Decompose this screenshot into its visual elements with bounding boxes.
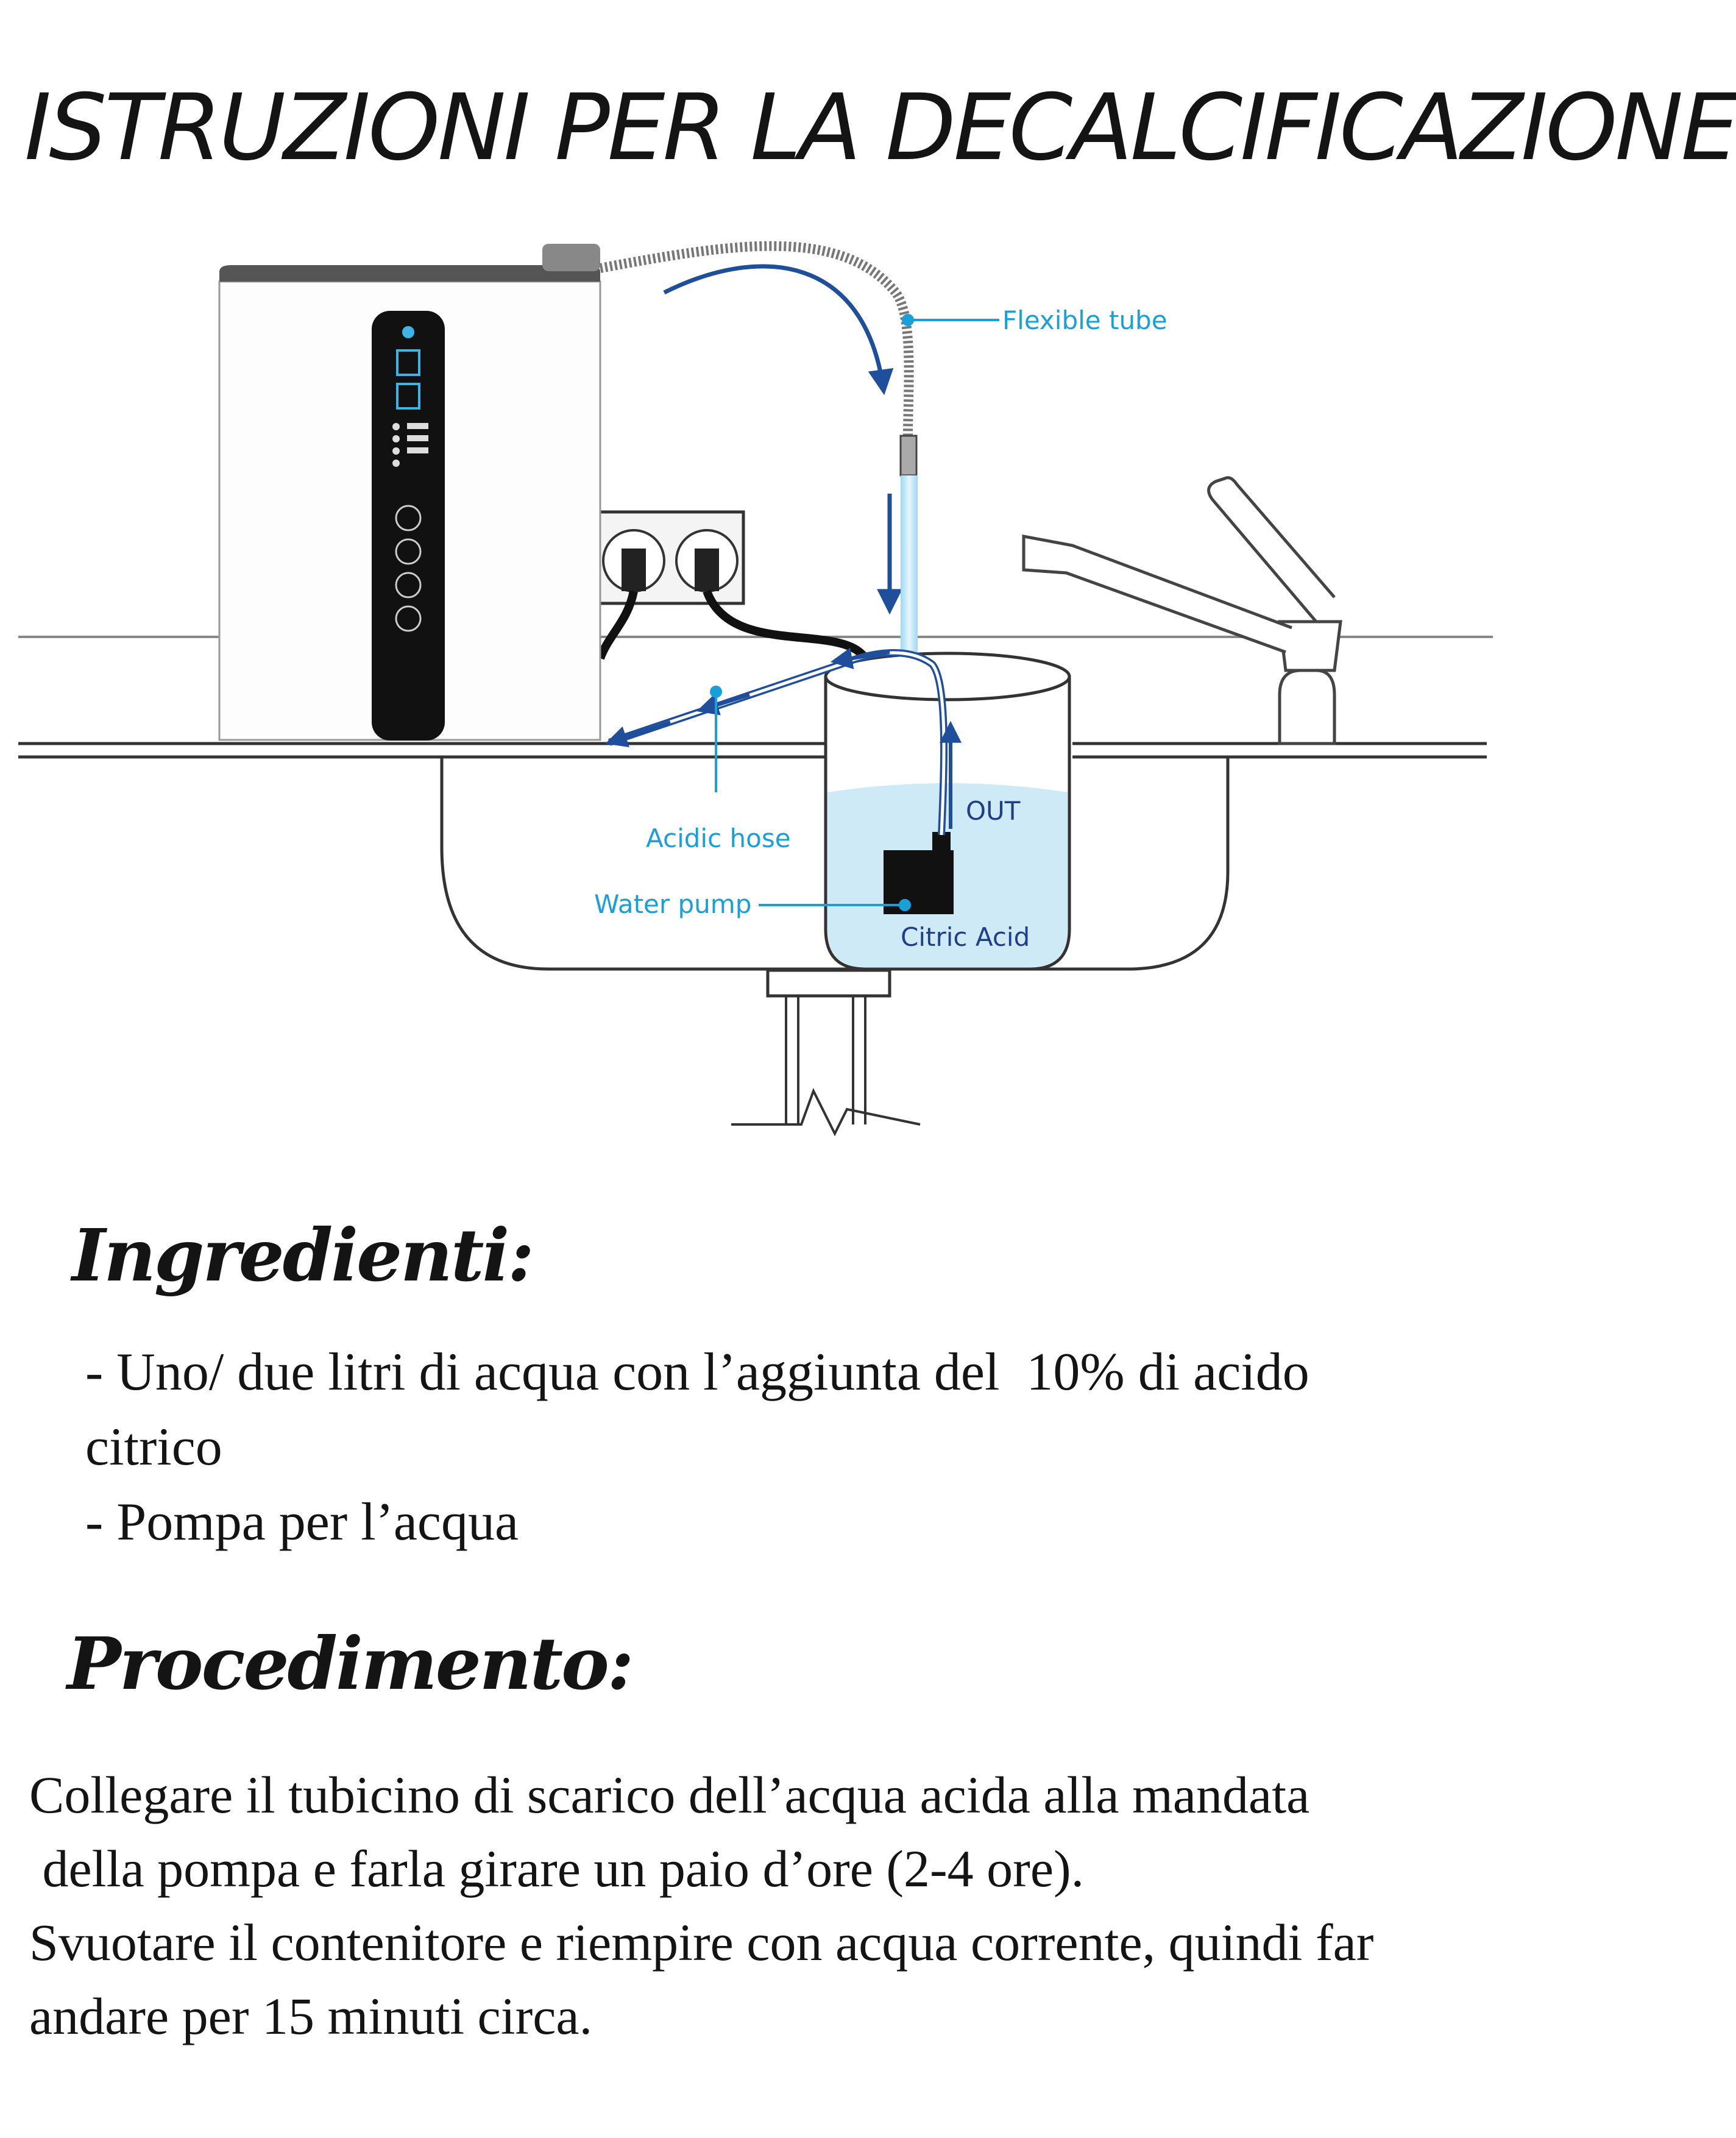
page-title: ISTRUZIONI PER LA DECALCIFICAZIONE xyxy=(24,75,1736,181)
procedure-line: Collegare il tubicino di scarico dell’acqua acida alla mandata xyxy=(29,1766,1310,1824)
ingredient-item: - Pompa per l’acqua xyxy=(85,1493,519,1552)
procedure-line: andare per 15 minuti circa. xyxy=(29,1987,593,2045)
label-out: OUT xyxy=(966,796,1021,826)
faucet xyxy=(1024,478,1341,744)
label-citric-acid: Citric Acid xyxy=(901,922,1030,952)
ingredients-heading: Ingredienti: xyxy=(72,1213,533,1298)
label-water-pump: Water pump xyxy=(594,889,752,919)
drain-pipe xyxy=(731,970,920,1134)
procedure-text xyxy=(29,1758,1492,2053)
decalcification-diagram xyxy=(0,232,1511,1164)
procedure-heading: Procedimento: xyxy=(67,1621,632,1706)
ingredients-list xyxy=(85,1335,1475,1560)
ingredient-item: - Uno/ due litri di acqua con l’aggiunta del 10% di acido citrico xyxy=(85,1343,1309,1477)
water-ionizer xyxy=(219,244,600,740)
label-acidic-hose: Acidic hose xyxy=(646,823,791,853)
procedure-line: della pompa e farla girare un paio d’ore (2-4 ore). xyxy=(29,1839,1085,1898)
wall-outlet xyxy=(591,512,743,603)
flexible-tube xyxy=(600,246,909,439)
procedure-line: Svuotare il contenitore e riempire con acqua corrente, quindi far xyxy=(29,1913,1374,1972)
label-flexible-tube: Flexible tube xyxy=(1002,305,1167,335)
